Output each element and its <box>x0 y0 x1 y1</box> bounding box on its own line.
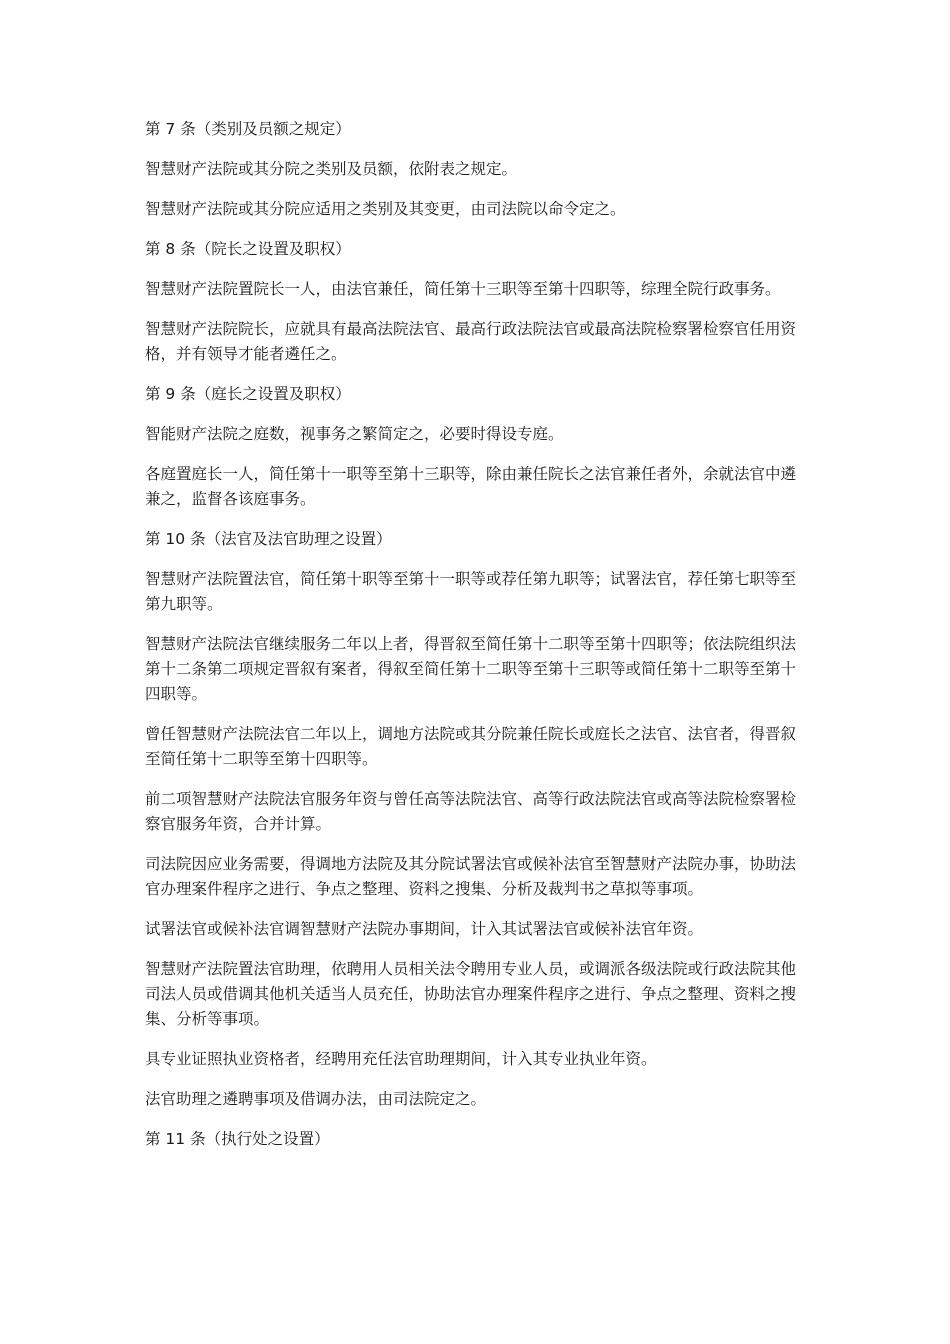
article-heading-8: 第 8 条（院长之设置及职权） <box>145 240 351 258</box>
paragraph: 试署法官或候补法官调智慧财产法院办事期间，计入其试署法官或候补法官年资。 <box>145 920 704 938</box>
paragraph: 法官助理之遴聘事项及借调办法，由司法院定之。 <box>145 1090 487 1108</box>
paragraph: 智慧财产法院置院长一人，由法官兼任，简任第十三职等至第十四职等，综理全院行政事务。 <box>145 280 781 298</box>
paragraph: 智慧财产法院或其分院应适用之类别及其变更，由司法院以命令定之。 <box>145 200 626 218</box>
paragraph: 智慧财产法院院长，应就具有最高法院法官、最高行政法院法官或最高法院检察署检察官任用资格，并有领导才能者遴任之。 <box>145 320 797 363</box>
paragraph: 智慧财产法院置法官助理，依聘用人员相关法令聘用专业人员，或调派各级法院或行政法院其他司法人员或借调其他机关适当人员充任，协助法官办理案件程序之进行、争点之整理、资料之搜集、分析等事项。 <box>145 960 797 1028</box>
article-heading-11: 第 11 条（执行处之设置） <box>145 1130 330 1148</box>
article-heading-7: 第 7 条（类别及员额之规定） <box>145 120 351 138</box>
article-heading-9: 第 9 条（庭长之设置及职权） <box>145 385 351 403</box>
paragraph: 前二项智慧财产法院法官服务年资与曾任高等法院法官、高等行政法院法官或高等法院检察署检察官服务年资，合并计算。 <box>145 790 797 833</box>
paragraph: 司法院因应业务需要，得调地方法院及其分院试署法官或候补法官至智慧财产法院办事，协助法官办理案件程序之进行、争点之整理、资料之搜集、分析及裁判书之草拟等事项。 <box>145 855 797 898</box>
paragraph: 各庭置庭长一人，简任第十一职等至第十三职等，除由兼任院长之法官兼任者外，余就法官中遴兼之，监督各该庭事务。 <box>145 465 797 508</box>
paragraph: 具专业证照执业资格者，经聘用充任法官助理期间，计入其专业执业年资。 <box>145 1050 657 1068</box>
paragraph: 智能财产法院之庭数，视事务之繁简定之，必要时得设专庭。 <box>145 425 564 443</box>
paragraph: 智慧财产法院法官继续服务二年以上者，得晋叙至简任第十二职等至第十四职等；依法院组织法第十二条第二项规定晋叙有案者，得叙至简任第十二职等至第十三职等或简任第十二职等至第十四职等。 <box>145 635 797 703</box>
paragraph: 智慧财产法院置法官，简任第十职等至第十一职等或荐任第九职等；试署法官，荐任第七职等至第九职等。 <box>145 570 797 613</box>
paragraph: 智慧财产法院或其分院之类别及员额，依附表之规定。 <box>145 160 518 178</box>
article-heading-10: 第 10 条（法官及法官助理之设置） <box>145 530 392 548</box>
paragraph: 曾任智慧财产法院法官二年以上，调地方法院或其分院兼任院长或庭长之法官、法官者，得晋叙至简任第十二职等至第十四职等。 <box>145 725 797 768</box>
document-body <box>145 117 810 1167</box>
